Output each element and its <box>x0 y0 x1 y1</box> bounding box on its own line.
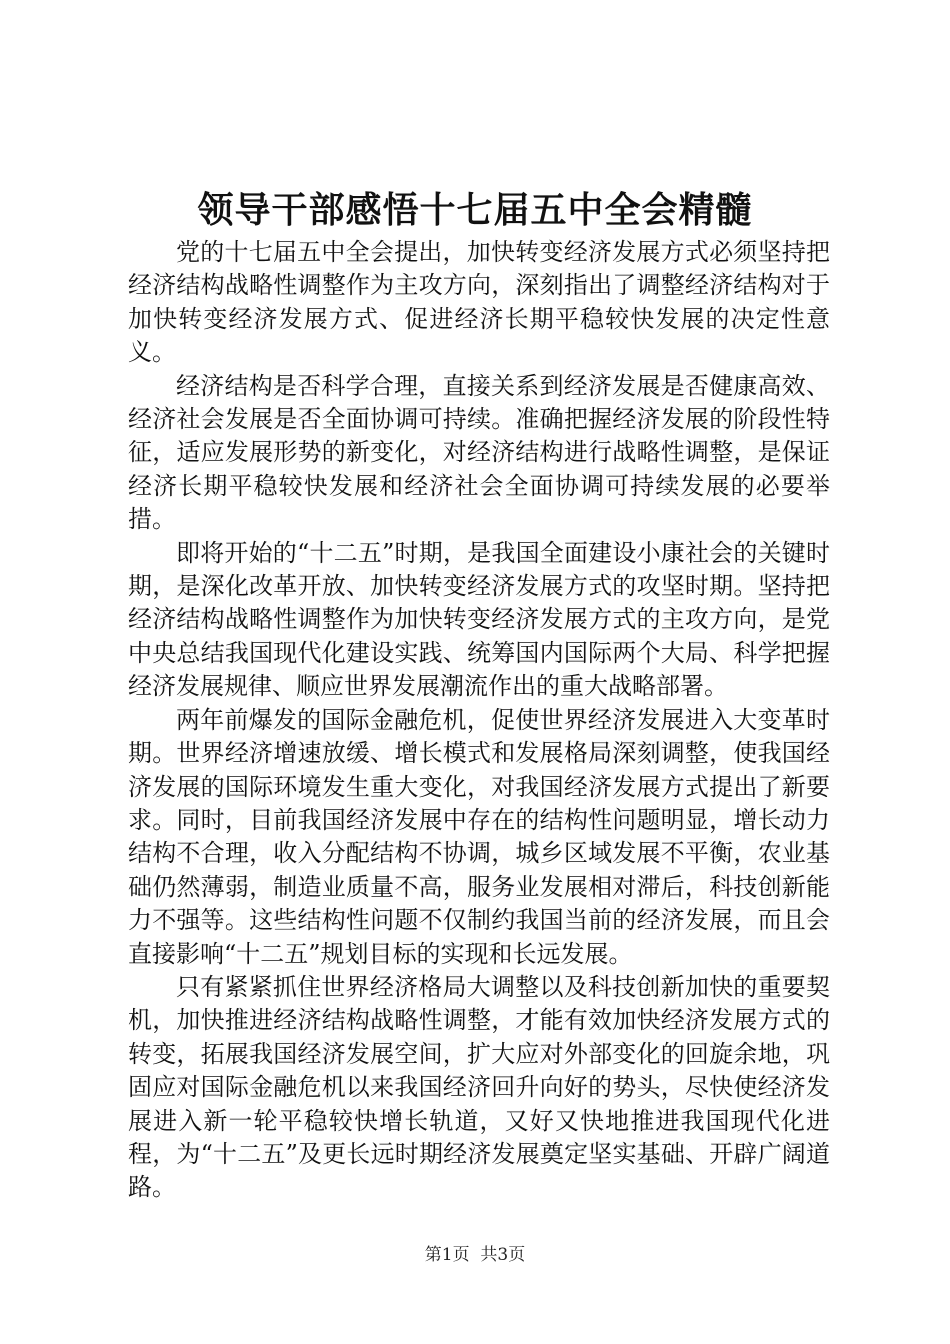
paragraph-4: 两年前爆发的国际金融危机，促使世界经济发展进入大变革时期。世界经济增速放缓、增长模式和发展格局深刻调整，使我国经济发展的国际环境发生重大变化，对我国经济发展方式提出了新要求。同时，目前我国经济发展中存在的结构性问题明显，增长动力结构不合理，收入分配结构不协调，城乡区域发展不平衡，农业基础仍然薄弱，制造业质量不高，服务业发展相对滞后，科技创新能力不强等。这些结构性问题不仅制约我国当前的经济发展，而且会直接影响“十二五”规划目标的实现和长远发展。 <box>128 705 830 968</box>
page-number-footer: 第1页 共3页 <box>424 1245 526 1265</box>
document-title: 领导干部感悟十七届五中全会精髓 <box>197 189 753 231</box>
document-body <box>128 236 830 1205</box>
paragraph-2: 经济结构是否科学合理，直接关系到经济发展是否健康高效、经济社会发展是否全面协调可持续。准确把握经济发展的阶段性特征，适应发展形势的新变化，对经济结构进行战略性调整，是保证经济长期平稳较快发展和经济社会全面协调可持续发展的必要举措。 <box>128 371 830 534</box>
paragraph-1: 党的十七届五中全会提出，加快转变经济发展方式必须坚持把经济结构战略性调整作为主攻方向，深刻指出了调整经济结构对于加快转变经济发展方式、促进经济长期平稳较快发展的决定性意义。 <box>128 238 830 367</box>
paragraph-5: 只有紧紧抓住世界经济格局大调整以及科技创新加快的重要契机，加快推进经济结构战略性调整，才能有效加快经济发展方式的转变，拓展我国经济发展空间，扩大应对外部变化的回旋余地，巩固应对国际金融危机以来我国经济回升向好的势头，尽快使经济发展进入新一轮平稳较快增长轨道，又好又快地推进我国现代化进程，为“十二五”及更长远时期经济发展奠定坚实基础、开辟广阔道路。 <box>128 972 830 1202</box>
paragraph-3: 即将开始的“十二五”时期，是我国全面建设小康社会的关键时期，是深化改革开放、加快转变经济发展方式的攻坚时期。坚持把经济结构战略性调整作为加快转变经济发展方式的主攻方向，是党中央总结我国现代化建设实践、统筹国内国际两个大局、科学把握经济发展规律、顺应世界发展潮流作出的重大战略部署。 <box>128 538 830 701</box>
